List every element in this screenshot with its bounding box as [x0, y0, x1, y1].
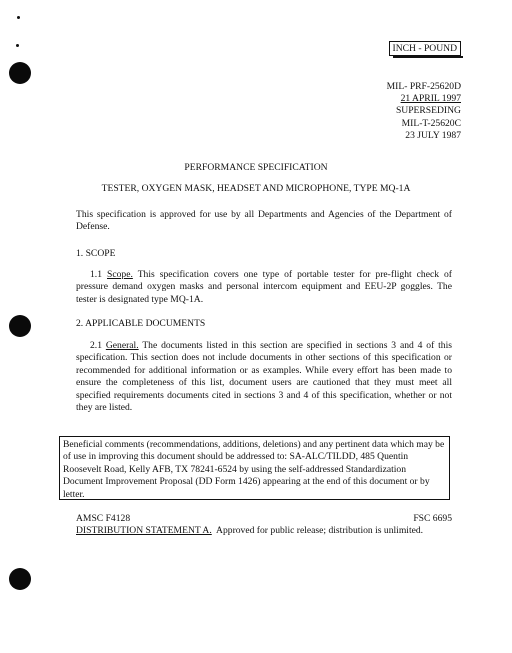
- superseded-date: 23 JULY 1987: [405, 129, 461, 141]
- comments-text: Beneficial comments (recommendations, additions, deletions) and any pertinent data which may be of use in improving this document should be addressed to: SA-ALC/TILDD, 485 Quentin Roosevelt Road, Kelly AFB, TX 78241-6524 by using the self-addressed Standardization Document Improvement Proposal (DD Form 1426) appearing at the end of this document or by letter.: [63, 439, 445, 500]
- superseding-label: SUPERSEDING: [395, 105, 461, 117]
- distribution-text: Approved for public release; distribution is unlimited.: [216, 525, 424, 536]
- binder-hole-bottom: [9, 568, 31, 590]
- comments-box: [59, 436, 450, 500]
- doc-number: MIL- PRF-25620D: [386, 81, 461, 92]
- para-number: 2.1: [90, 340, 102, 351]
- section-1-1-paragraph: [76, 269, 452, 306]
- para-title: General.: [105, 340, 139, 351]
- section-1-heading: 1. SCOPE: [76, 248, 116, 259]
- doc-date: 21 APRIL 1997: [400, 93, 461, 105]
- amsc-number: AMSC F4128: [76, 513, 131, 524]
- distribution-statement: [76, 525, 423, 537]
- section-2-heading: 2. APPLICABLE DOCUMENTS: [76, 318, 206, 329]
- document-header: [387, 81, 461, 142]
- superseded-doc: MIL-T-25620C: [401, 117, 461, 129]
- binder-hole-top: [9, 62, 31, 84]
- approval-statement: This specification is approved for use by all Departments and Agencies of the Department of Defense.: [76, 209, 452, 233]
- para-text: This specification covers one type of portable tester for pre-flight check of pressure demand oxygen masks and personal intercom equipment and EEU-2P goggles. The tester is designated type MQ-1A.: [76, 269, 453, 305]
- page-title: PERFORMANCE SPECIFICATION: [184, 162, 328, 173]
- para-number: 1.1: [90, 269, 102, 280]
- scan-speck: [16, 44, 19, 47]
- binder-hole-middle: [9, 315, 31, 337]
- inch-pound-stamp: INCH - POUND: [389, 41, 462, 56]
- section-2-1-paragraph: [76, 340, 452, 414]
- fsc-number: FSC 6695: [413, 513, 452, 524]
- distribution-label: DISTRIBUTION STATEMENT A.: [76, 525, 212, 536]
- para-text: The documents listed in this section are specified in sections 3 and 4 of this specification. This section does not include documents in other sections of this specification or recommended for additional information or as examples. While every effort has been made to ensure the completeness of this list, document users are cautioned that they must meet all specified requirements documents cited in sections 3 and 4 of this specification, whether or not they are listed.: [76, 340, 452, 414]
- page-subtitle: TESTER, OXYGEN MASK, HEADSET AND MICROPHONE, TYPE MQ-1A: [101, 183, 411, 194]
- scan-speck: [17, 16, 20, 19]
- para-title: Scope.: [107, 269, 133, 280]
